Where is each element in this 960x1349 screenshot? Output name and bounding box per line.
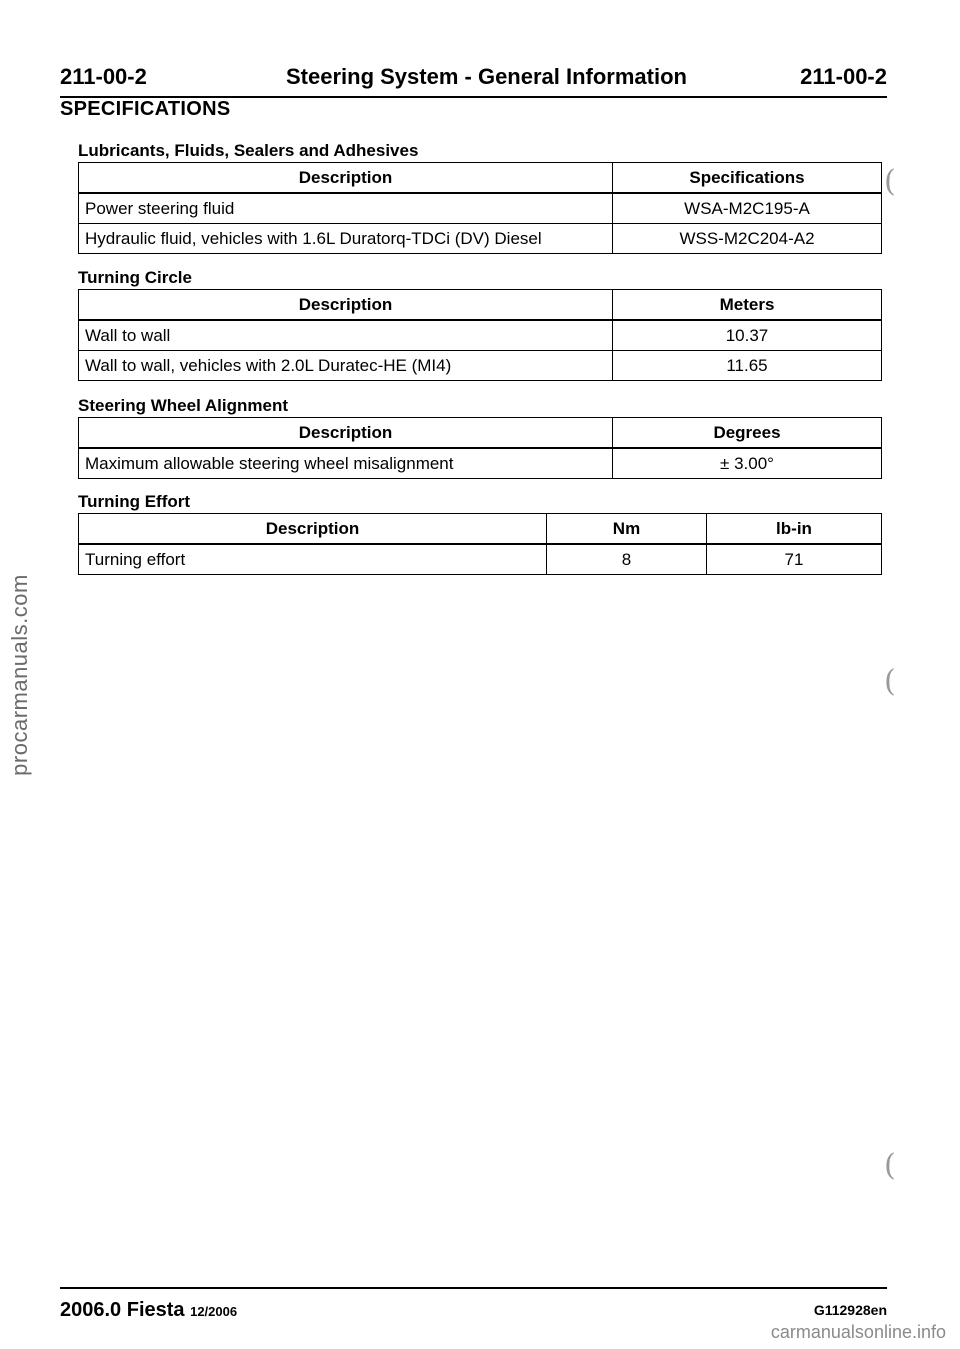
footer-model-name: 2006.0 Fiesta — [60, 1299, 185, 1321]
table-row — [79, 320, 882, 351]
section-title-turning-effort: Turning Effort — [78, 492, 191, 511]
section-title-lubricants: Lubricants, Fluids, Sealers and Adhesives — [78, 141, 419, 160]
cell-description: Turning effort — [79, 544, 547, 575]
lubricants-table — [78, 162, 882, 254]
header-title: Steering System - General Information — [286, 64, 687, 89]
cell-nm: 8 — [547, 544, 707, 575]
cell-description: Maximum allowable steering wheel misalignment — [79, 448, 613, 479]
cell-degrees: ± 3.00° — [613, 448, 882, 479]
cell-meters: 10.37 — [613, 320, 882, 351]
side-watermark — [4, 565, 36, 785]
section-turning-circle — [78, 267, 882, 381]
cell-specification: WSA-M2C195-A — [613, 193, 882, 224]
footer-date: 12/2006 — [190, 1304, 238, 1319]
side-watermark-text: procarmanuals.com — [7, 574, 32, 776]
footer-model — [60, 1299, 237, 1322]
column-header: Description — [79, 514, 547, 545]
bottom-watermark: carmanualsonline.info — [770, 1322, 946, 1342]
cell-meters: 11.65 — [613, 351, 882, 381]
section-title-steering-wheel-alignment: Steering Wheel Alignment — [78, 396, 289, 415]
table-header-row — [79, 163, 882, 194]
cell-description: Power steering fluid — [79, 193, 613, 224]
cell-description: Hydraulic fluid, vehicles with 1.6L Duratorq-TDCi (DV) Diesel — [79, 224, 613, 254]
steering-wheel-alignment-table — [78, 417, 882, 479]
table-header-row — [79, 290, 882, 321]
section-steering-wheel-alignment — [78, 395, 882, 479]
binder-hole-mark: ( — [884, 1148, 896, 1183]
header-section-number-right: 211-00-2 — [800, 64, 887, 89]
table-row — [79, 193, 882, 224]
table-header-row — [79, 514, 882, 545]
column-header: Specifications — [613, 163, 882, 194]
section-title-turning-circle: Turning Circle — [78, 268, 192, 287]
table-row — [79, 224, 882, 254]
turning-circle-table — [78, 289, 882, 381]
binder-hole-mark: ( — [884, 164, 896, 199]
column-header: Description — [79, 163, 613, 194]
section-turning-effort — [78, 491, 882, 575]
binder-hole-mark: ( — [884, 664, 896, 699]
column-header: Degrees — [613, 418, 882, 449]
page-header — [60, 62, 887, 98]
header-section-number-left: 211-00-2 — [60, 64, 147, 89]
table-header-row — [79, 418, 882, 449]
footer-code: G112928en — [813, 1302, 887, 1318]
table-row — [79, 544, 882, 575]
column-header: Description — [79, 290, 613, 321]
column-header: lb-in — [707, 514, 882, 545]
table-row — [79, 351, 882, 381]
table-row — [79, 448, 882, 479]
turning-effort-table — [78, 513, 882, 575]
column-header: Nm — [547, 514, 707, 545]
cell-specification: WSS-M2C204-A2 — [613, 224, 882, 254]
cell-description: Wall to wall — [79, 320, 613, 351]
column-header: Meters — [613, 290, 882, 321]
section-lubricants — [78, 140, 882, 254]
cell-description: Wall to wall, vehicles with 2.0L Duratec-HE (MI4) — [79, 351, 613, 381]
page-footer — [60, 1287, 887, 1319]
page-title: SPECIFICATIONS — [60, 98, 231, 120]
cell-lb-in: 71 — [707, 544, 882, 575]
column-header: Description — [79, 418, 613, 449]
